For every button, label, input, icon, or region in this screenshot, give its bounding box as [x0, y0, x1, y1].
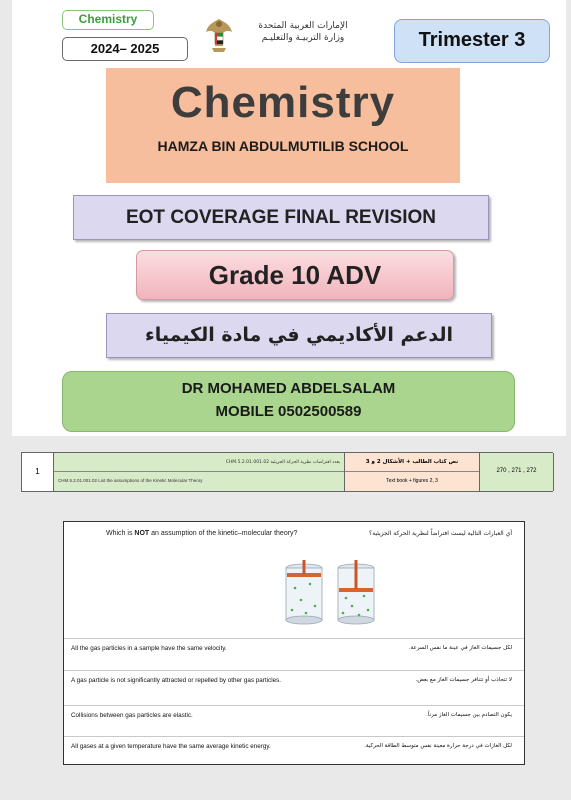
question-text-post: an assumption of the kinetic–molecular theory?	[149, 530, 298, 537]
page-numbers: 270 , 271 , 272	[480, 453, 554, 491]
academic-support-banner: الدعم الأكاديمي في مادة الكيمياء	[106, 313, 492, 358]
answer-option-text-ar: يكون التصادم بين جسيمات الغاز مرناً.	[426, 712, 512, 718]
question-text-ar: أي العبارات التالية ليست افتراضاً لنظرية الحركة الجزيئية؟	[369, 530, 512, 537]
learning-outcome-ar: CHM.5.2.01.001.02 يعدد افتراضات نظرية الحركة الجزيئية	[54, 453, 344, 472]
teacher-mobile: MOBILE 0502500589	[215, 403, 362, 420]
answer-option-text: All gases at a given temperature have the same average kinetic energy.	[71, 743, 271, 750]
reference-cell	[345, 453, 480, 491]
answer-option-text-ar: لكل الغازات في درجة حرارة معينة نفس متوسط الطاقة الحركية.	[364, 743, 512, 749]
school-name: HAMZA BIN ABDULMUTILIB SCHOOL	[157, 138, 409, 154]
answer-option-text-ar: لكل جسيمات الغاز في عينة ما نفس السرعة.	[408, 645, 512, 651]
teacher-name: DR MOHAMED ABDELSALAM	[181, 380, 396, 397]
title-box	[106, 68, 460, 183]
answer-option-text: A gas particle is not significantly attracted or repelled by other gas particles.	[71, 677, 282, 684]
coverage-number: 1	[22, 453, 54, 491]
reference-ar: نص كتاب الطالب + الأشكال 2 و 3	[345, 453, 479, 472]
subject-tag: Chemistry	[62, 10, 154, 30]
page-title: Chemistry	[170, 78, 396, 127]
gas-cylinders-figure	[276, 560, 384, 628]
uae-emblem-icon	[204, 16, 234, 56]
cover-page	[12, 0, 566, 436]
ministry-line-1: الإمارات العربية المتحدة	[258, 21, 348, 31]
ministry-line-2: وزارة التربيـة والتعليـم	[261, 33, 345, 43]
teacher-contact-box	[62, 371, 515, 432]
answer-option-text: All the gas particles in a sample have the same velocity.	[71, 645, 227, 652]
ministry-header	[238, 20, 368, 44]
learning-outcome-en: CHM.5.2.01.001.02 List the assumptions of the Kinetic Molecular Theory	[58, 478, 203, 483]
answer-option-3[interactable]	[64, 705, 524, 727]
grade-banner: Grade 10 ADV	[136, 250, 454, 300]
question-page	[63, 521, 525, 765]
reference-en: Text book + figures 2, 3	[386, 478, 438, 484]
answer-option-2[interactable]	[64, 670, 524, 692]
answer-option-text-ar: لا تتجاذب أو تتنافر جسيمات الغاز مع بعض.	[415, 677, 512, 683]
question-text	[106, 530, 297, 537]
question-text-emphasis: NOT	[134, 530, 150, 537]
trimester-badge: Trimester 3	[394, 19, 550, 63]
coverage-table-row	[21, 452, 553, 492]
answer-option-1[interactable]	[64, 638, 524, 660]
academic-year: 2024– 2025	[62, 37, 188, 61]
learning-outcome-cell	[54, 453, 345, 491]
answer-option-text: Collisions between gas particles are elastic.	[71, 712, 193, 719]
question-text-pre: Which is	[106, 530, 135, 537]
answer-option-4[interactable]	[64, 736, 524, 758]
revision-banner: EOT COVERAGE FINAL REVISION	[73, 195, 489, 240]
